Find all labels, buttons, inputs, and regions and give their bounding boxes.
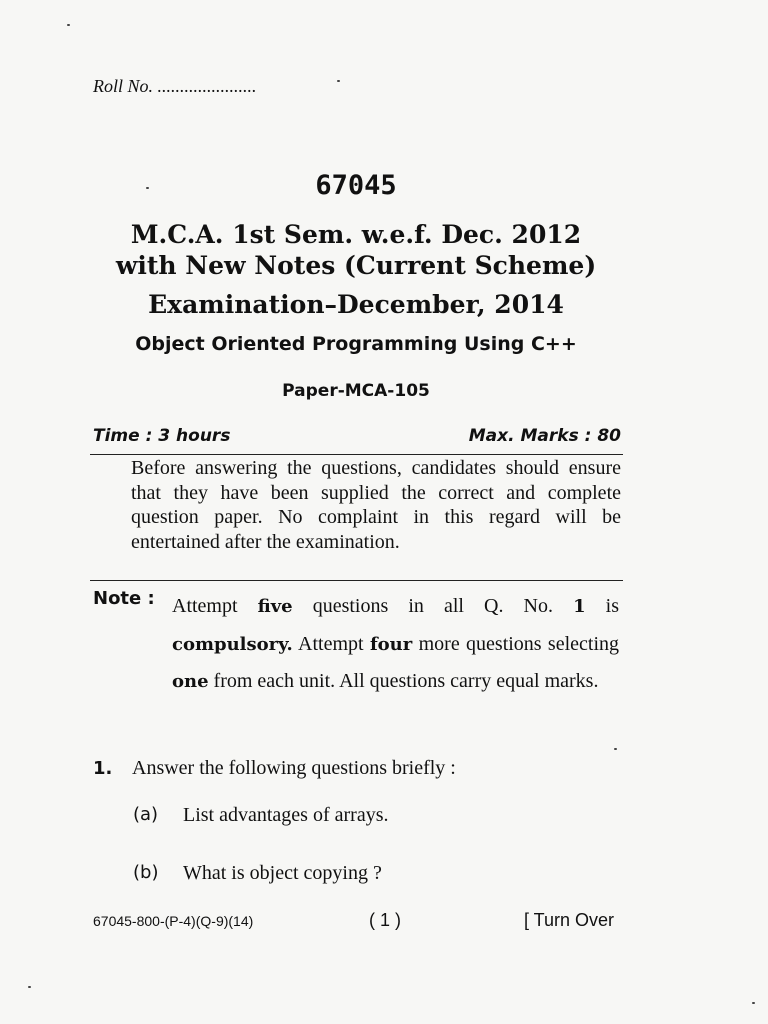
note-text-part: is bbox=[585, 595, 620, 617]
footer-page-number: ( 1 ) bbox=[369, 910, 402, 930]
top-divider bbox=[90, 454, 623, 455]
course-title-line-2: with New Notes (Current Scheme) bbox=[115, 251, 597, 280]
candidate-instructions: Before answering the questions, candidates should ensure that they have been supplied the correct and complete question paper. No complaint in this regard will be entertained after the examination. bbox=[131, 457, 621, 553]
scan-speck bbox=[28, 986, 31, 988]
note-bold-five: five bbox=[257, 596, 293, 617]
examination-title: Examination–December, 2014 bbox=[148, 290, 564, 319]
subquestion-label: (a) bbox=[133, 804, 159, 825]
roll-number-line: Roll No. ...................... bbox=[93, 76, 257, 96]
note-text-part: Attempt bbox=[292, 632, 370, 655]
course-title-line-1: M.C.A. 1st Sem. w.e.f. Dec. 2012 bbox=[130, 220, 582, 249]
scan-speck bbox=[67, 24, 70, 26]
time-allowed: Time : 3 hours bbox=[93, 426, 231, 446]
note-text-part: from each unit. All questions carry equal marks. bbox=[208, 670, 599, 692]
footer-paper-code: 67045-800-(P-4)(Q-9)(14) bbox=[93, 913, 254, 929]
question-text: Answer the following questions briefly : bbox=[132, 757, 456, 779]
note-text bbox=[172, 588, 619, 701]
note-text-part: more questions selecting bbox=[412, 632, 620, 655]
note-bold-four: four bbox=[369, 633, 413, 655]
note-bold-compulsory: compulsory. bbox=[172, 633, 293, 655]
subquestion-text: What is object copying ? bbox=[183, 862, 382, 884]
footer-turn-over: [ Turn Over bbox=[524, 910, 615, 930]
scan-speck bbox=[337, 80, 340, 82]
subquestion-text: List advantages of arrays. bbox=[183, 804, 389, 826]
note-bold-one-unit: one bbox=[172, 671, 209, 692]
bottom-divider bbox=[90, 580, 623, 581]
scan-speck bbox=[146, 187, 149, 189]
question-number: 1. bbox=[93, 758, 113, 779]
scan-speck bbox=[752, 1002, 755, 1004]
max-marks: Max. Marks : 80 bbox=[468, 426, 621, 446]
paper-code: 67045 bbox=[315, 170, 397, 201]
scan-speck bbox=[614, 748, 617, 750]
note-bold-one: 1 bbox=[573, 596, 586, 617]
note-text-part: questions in all Q. No. bbox=[292, 595, 574, 617]
note-label: Note : bbox=[93, 588, 155, 609]
paper-number: Paper-MCA-105 bbox=[282, 381, 430, 401]
subject-title: Object Oriented Programming Using C++ bbox=[135, 333, 577, 355]
subquestion-label: (b) bbox=[133, 862, 159, 883]
note-text-part: Attempt bbox=[172, 595, 258, 617]
